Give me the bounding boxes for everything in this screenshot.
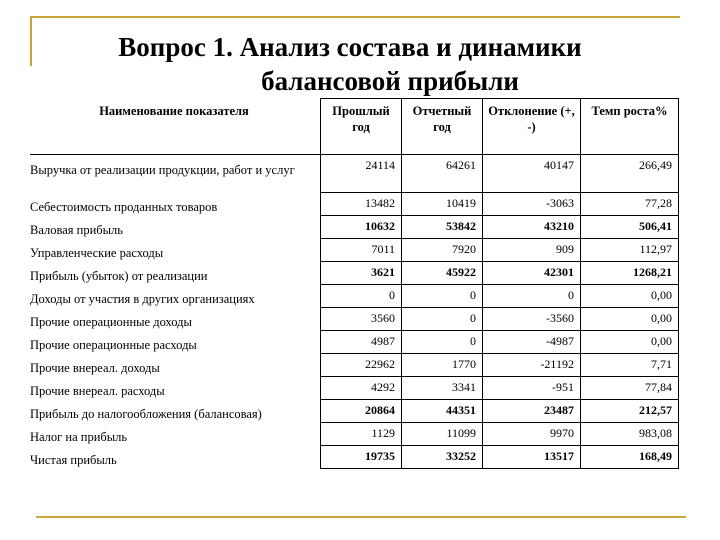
cell-curr-year: 11099 <box>402 422 483 445</box>
cell-deviation: 0 <box>483 284 581 307</box>
cell-prev-year: 0 <box>321 284 402 307</box>
title-line-1: Вопрос 1. Анализ состава и динамики <box>118 32 582 62</box>
row-label: Прибыль (убыток) от реализации <box>30 269 208 283</box>
cell-growth-rate: 506,41 <box>581 215 679 238</box>
cell-prev-year: 13482 <box>321 192 402 215</box>
table-row <box>30 445 679 468</box>
cell-growth-rate: 212,57 <box>581 399 679 422</box>
cell-prev-year: 3621 <box>321 261 402 284</box>
cell-curr-year: 0 <box>402 307 483 330</box>
cell-curr-year: 3341 <box>402 376 483 399</box>
cell-growth-rate: 7,71 <box>581 353 679 376</box>
cell-growth-rate: 983,08 <box>581 422 679 445</box>
row-label: Управленческие расходы <box>30 246 164 260</box>
row-label: Чистая прибыль <box>30 453 117 467</box>
cell-deviation: -4987 <box>483 330 581 353</box>
cell-prev-year: 3560 <box>321 307 402 330</box>
cell-prev-year: 24114 <box>321 154 402 192</box>
cell-curr-year: 45922 <box>402 261 483 284</box>
cell-growth-rate: 112,97 <box>581 238 679 261</box>
cell-curr-year: 0 <box>402 284 483 307</box>
cell-prev-year: 19735 <box>321 445 402 468</box>
slide-title <box>60 30 680 98</box>
table-row <box>30 353 679 376</box>
header-prev-year: Прошлый год <box>321 99 402 155</box>
cell-curr-year: 64261 <box>402 154 483 192</box>
table-row <box>30 284 679 307</box>
cell-growth-rate: 168,49 <box>581 445 679 468</box>
cell-deviation: 13517 <box>483 445 581 468</box>
profit-table <box>30 98 679 469</box>
row-label: Выручка от реализации продукции, работ и услуг <box>30 162 295 177</box>
cell-curr-year: 1770 <box>402 353 483 376</box>
cell-prev-year: 10632 <box>321 215 402 238</box>
table-row <box>30 330 679 353</box>
table-row <box>30 307 679 330</box>
row-label: Прибыль до налогообложения (балансовая) <box>30 407 262 421</box>
row-label: Доходы от участия в других организациях <box>30 292 255 306</box>
cell-growth-rate: 0,00 <box>581 307 679 330</box>
row-label: Себестоимость проданных товаров <box>30 200 218 214</box>
cell-growth-rate: 0,00 <box>581 284 679 307</box>
table-row <box>30 238 679 261</box>
cell-prev-year: 22962 <box>321 353 402 376</box>
cell-curr-year: 0 <box>402 330 483 353</box>
row-label: Прочие операционные доходы <box>30 315 192 329</box>
cell-deviation: -21192 <box>483 353 581 376</box>
cell-deviation: 40147 <box>483 154 581 192</box>
table-row <box>30 261 679 284</box>
cell-prev-year: 20864 <box>321 399 402 422</box>
cell-deviation: -3063 <box>483 192 581 215</box>
cell-growth-rate: 0,00 <box>581 330 679 353</box>
header-growth-rate: Темп роста% <box>581 99 679 155</box>
cell-curr-year: 44351 <box>402 399 483 422</box>
cell-deviation: 43210 <box>483 215 581 238</box>
row-label: Прочие внереал. расходы <box>30 384 165 398</box>
cell-growth-rate: 266,49 <box>581 154 679 192</box>
row-label: Прочие внереал. доходы <box>30 361 160 375</box>
cell-curr-year: 53842 <box>402 215 483 238</box>
row-label: Валовая прибыль <box>30 223 123 237</box>
cell-deviation: -3560 <box>483 307 581 330</box>
table-row <box>30 154 679 192</box>
top-rule <box>30 16 680 18</box>
left-rule <box>30 16 32 66</box>
table-row <box>30 192 679 215</box>
row-label: Налог на прибыль <box>30 430 128 444</box>
cell-growth-rate: 77,84 <box>581 376 679 399</box>
header-deviation: Отклонение (+, -) <box>483 99 581 155</box>
bottom-rule <box>36 516 686 518</box>
cell-prev-year: 1129 <box>321 422 402 445</box>
cell-curr-year: 7920 <box>402 238 483 261</box>
table-row <box>30 215 679 238</box>
cell-prev-year: 4292 <box>321 376 402 399</box>
cell-prev-year: 4987 <box>321 330 402 353</box>
table-row <box>30 422 679 445</box>
cell-curr-year: 10419 <box>402 192 483 215</box>
cell-prev-year: 7011 <box>321 238 402 261</box>
cell-deviation: -951 <box>483 376 581 399</box>
cell-curr-year: 33252 <box>402 445 483 468</box>
cell-deviation: 23487 <box>483 399 581 422</box>
cell-growth-rate: 77,28 <box>581 192 679 215</box>
title-line-2: балансовой прибыли <box>261 66 519 96</box>
header-curr-year: Отчетный год <box>402 99 483 155</box>
table-row <box>30 399 679 422</box>
header-indicator: Наименование показателя <box>30 99 321 155</box>
header-row <box>30 99 679 155</box>
table-row <box>30 376 679 399</box>
cell-deviation: 42301 <box>483 261 581 284</box>
cell-deviation: 909 <box>483 238 581 261</box>
cell-deviation: 9970 <box>483 422 581 445</box>
cell-growth-rate: 1268,21 <box>581 261 679 284</box>
row-label: Прочие операционные расходы <box>30 338 197 352</box>
